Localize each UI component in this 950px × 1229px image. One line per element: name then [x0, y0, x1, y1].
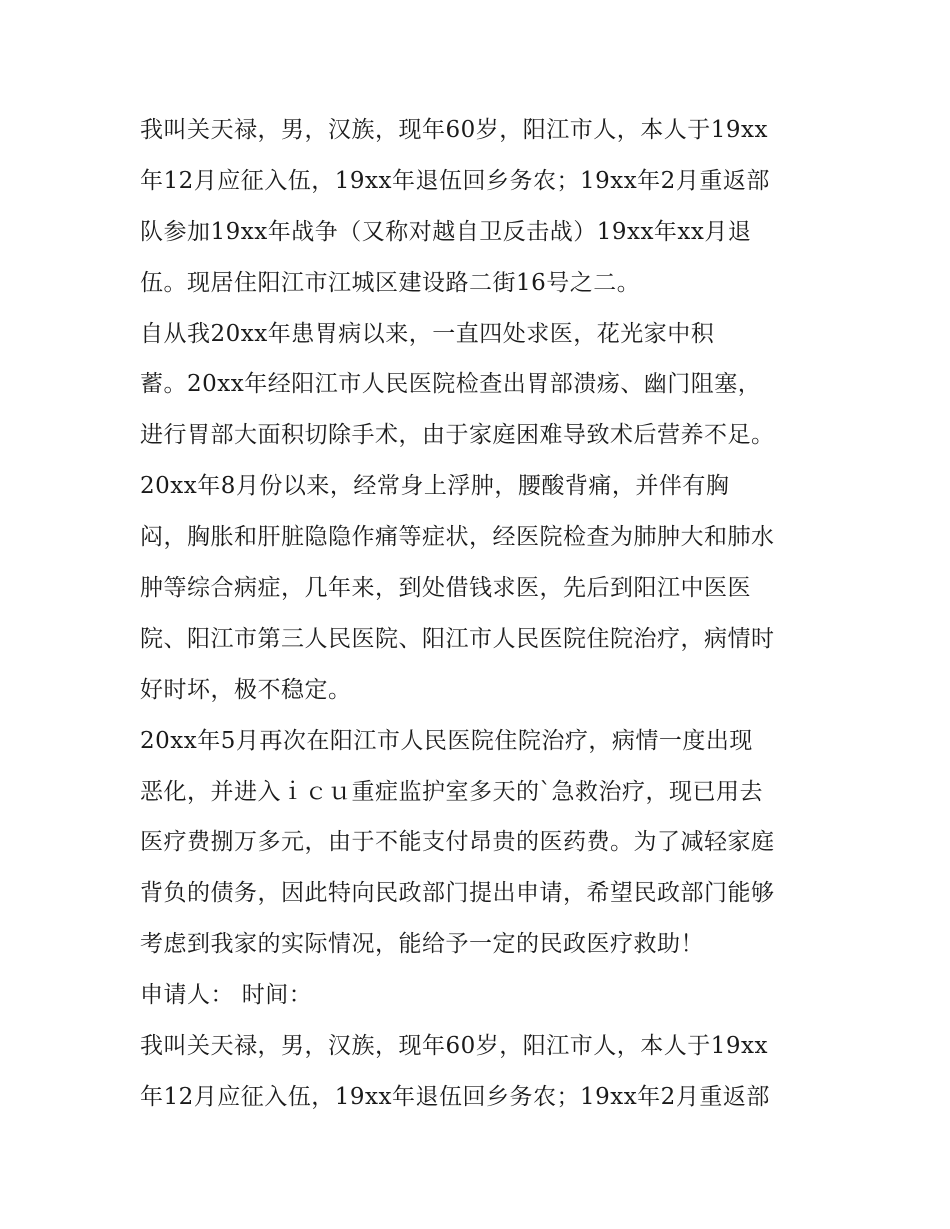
text-line: 恶化，并进入ｉｃｕ重症监护室多天的`急救治疗，现已用去 — [140, 778, 763, 805]
text-line: 20xx年5月再次在阳江市人民医院住院治疗，病情一度出现 — [140, 727, 753, 754]
text-line: 背负的债务，因此特向民政部门提出申请，希望民政部门能够 — [140, 880, 775, 907]
text-line: 年12月应征入伍，19xx年退伍回乡务农；19xx年2月重返部 — [140, 167, 770, 194]
text-line: 年12月应征入伍，19xx年退伍回乡务农；19xx年2月重返部 — [140, 1083, 770, 1110]
signature-line: 申请人： 时间： — [140, 982, 313, 1009]
text-line: 肿等综合病症，几年来，到处借钱求医，先后到阳江中医医 — [140, 575, 751, 602]
text-line: 蓄。20xx年经阳江市人民医院检查出胃部溃疡、幽门阻塞， — [140, 371, 762, 398]
text-line: 我叫关天禄，男，汉族，现年60岁，阳江市人，本人于19xx — [140, 1033, 768, 1060]
text-line: 队参加19xx年战争（又称对越自卫反击战）19xx年xx月退 — [140, 218, 752, 245]
text-line: 医疗费捌万多元，由于不能支付昂贵的医药费。为了减轻家庭 — [140, 829, 775, 856]
text-line: 20xx年8月份以来，经常身上浮肿，腰酸背痛，并伴有胸 — [140, 473, 730, 500]
text-line: 院、阳江市第三人民医院、阳江市人民医院住院治疗，病情时 — [140, 625, 775, 652]
text-line: 好时坏，极不稳定。 — [140, 676, 352, 703]
text-line: 考虑到我家的实际情况，能给予一定的民政医疗救助！ — [140, 931, 704, 958]
document-body — [140, 105, 830, 1123]
text-line: 进行胃部大面积切除手术，由于家庭困难导致术后营养不足。 — [140, 422, 775, 449]
text-line: 闷，胸胀和肝脏隐隐作痛等症状，经医院检查为肺肿大和肺水 — [140, 524, 775, 551]
text-line: 伍。现居住阳江市江城区建设路二街16号之二。 — [140, 269, 641, 296]
text-line: 我叫关天禄，男，汉族，现年60岁，阳江市人，本人于19xx — [140, 117, 768, 143]
text-line: 自从我20xx年患胃病以来，一直四处求医，花光家中积 — [140, 320, 715, 347]
